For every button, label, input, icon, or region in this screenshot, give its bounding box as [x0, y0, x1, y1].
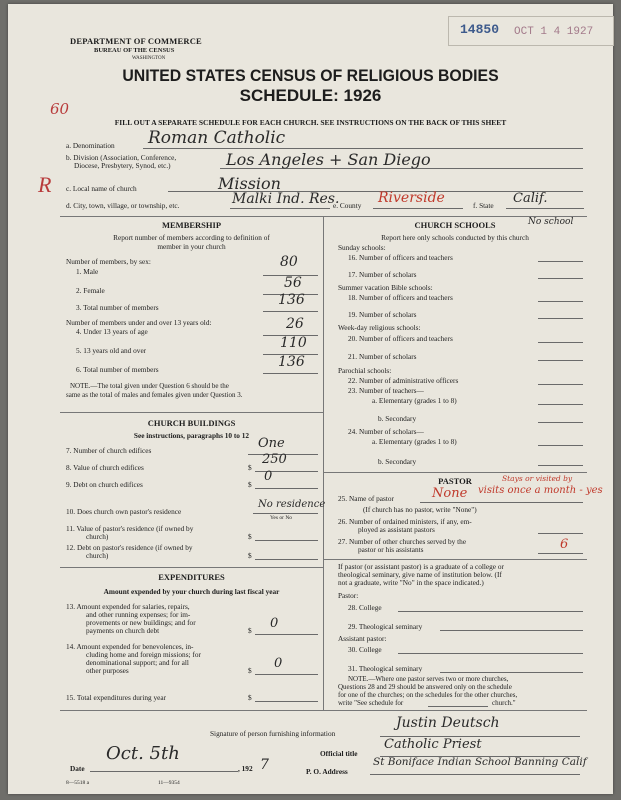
q27-label-1: 27. Number of other churches served by the: [338, 537, 467, 546]
buildings-heading: CHURCH BUILDINGS: [147, 418, 236, 428]
q24-label: 24. Number of scholars—: [348, 427, 424, 436]
q8-label: 8. Value of church edifices: [66, 463, 144, 472]
q13-label-3: provements or new buildings; and for: [86, 618, 196, 627]
expenditures-heading: EXPENDITURES: [158, 572, 225, 582]
grad-line-3: not a graduate, write "No" in the space indicated.): [338, 578, 484, 587]
schools-heading: CHURCH SCHOOLS: [414, 220, 496, 230]
q5-value[interactable]: 110: [280, 335, 307, 351]
q13-value[interactable]: 0: [270, 616, 279, 631]
form-subtitle: SCHEDULE: 1926: [239, 86, 382, 105]
local-name-label: c. Local name of church: [66, 184, 137, 193]
census-schedule-page: [8, 4, 613, 794]
membership-note-2: same as the total of males and females given under Question 3.: [66, 391, 243, 399]
q16-label: 16. Number of officers and teachers: [348, 253, 453, 262]
department-name: DEPARTMENT OF COMMERCE: [70, 36, 202, 46]
q14-value[interactable]: 0: [274, 656, 283, 671]
q22-label: 22. Number of administrative officers: [348, 376, 459, 385]
q6-value[interactable]: 136: [278, 354, 305, 370]
membership-heading: MEMBERSHIP: [161, 220, 222, 230]
red-annotation-r: R: [38, 172, 52, 197]
membership-intro-1: Report number of members according to definition of: [113, 233, 270, 242]
grad-line-2: theological seminary, give name of institution below. (If: [338, 570, 502, 579]
q8-dollar: $: [248, 463, 252, 472]
q11-dollar: $: [248, 532, 252, 541]
form-code-1: 8—5518 a: [66, 780, 90, 786]
form-code-2: 11—9354: [158, 780, 180, 786]
city-label: d. City, town, village, or township, etc.: [66, 201, 180, 210]
state-value[interactable]: Calif.: [513, 191, 548, 206]
red-annotation-60: 60: [50, 100, 70, 118]
date-label: Date: [70, 764, 85, 773]
q4-label: 4. Under 13 years of age: [76, 327, 148, 336]
q14-label-2: cluding home and foreign missions; for: [86, 650, 201, 659]
expenditures-sub: Amount expended by your church during last fiscal year: [103, 587, 280, 596]
q25-sub: (If church has no pastor, write "None"): [363, 505, 477, 514]
bureau-name: BUREAU OF THE CENSUS: [94, 47, 175, 54]
q27-value[interactable]: 6: [560, 537, 569, 552]
pastor-heading: PASTOR: [438, 476, 472, 486]
q3-label: 3. Total number of members: [76, 303, 159, 312]
q6-label: 6. Total number of members: [76, 365, 159, 374]
q14-dollar: $: [248, 666, 252, 675]
sunday-label: Sunday schools:: [338, 243, 386, 252]
q20-label: 20. Number of officers and teachers: [348, 334, 453, 343]
q23a-label: a. Elementary (grades 1 to 8): [372, 396, 457, 405]
q23b-label: b. Secondary: [378, 414, 417, 423]
q1-value[interactable]: 80: [280, 254, 298, 270]
buildings-sub: See instructions, paragraphs 10 to 12: [133, 431, 250, 440]
q31-label: 31. Theological seminary: [348, 664, 423, 673]
official-title-label: Official title: [320, 749, 358, 758]
q30-label: 30. College: [348, 645, 382, 654]
division-label-2: Diocese, Presbytery, Synod, etc.): [74, 161, 171, 170]
q4-value[interactable]: 26: [286, 316, 304, 332]
q27-label-2: pastor or his assistants: [358, 545, 424, 554]
q11-label-1: 11. Value of pastor's residence (if owned by: [66, 524, 194, 533]
parochial-label: Parochial schools:: [338, 366, 392, 375]
division-value[interactable]: Los Angeles + San Diego: [226, 150, 431, 169]
q1-label: 1. Male: [76, 267, 99, 276]
q19-label: 19. Number of scholars: [348, 310, 417, 319]
pastor-note-4b: church.": [492, 699, 516, 707]
year-prefix: , 192: [238, 764, 253, 773]
q29-label: 29. Theological seminary: [348, 622, 423, 631]
q25-value[interactable]: None: [432, 486, 468, 501]
q25-note-1: Stays or visited by: [502, 474, 573, 483]
q23-label: 23. Number of teachers—: [348, 386, 424, 395]
q24b-label: b. Secondary: [378, 457, 417, 466]
yes-no-hint: Yes or No: [270, 515, 293, 521]
q14-label-1: 14. Amount expended for benevolences, in-: [66, 642, 194, 651]
signature-label: Signature of person furnishing information: [210, 729, 336, 738]
q14-label-3: denominational support; and for all: [86, 658, 189, 667]
stamp-number: 14850: [460, 22, 500, 37]
q7-value[interactable]: One: [258, 436, 285, 451]
q10-value[interactable]: No residence: [258, 499, 326, 510]
stamp-date: OCT 1 4 1927: [514, 26, 594, 38]
division-label: b. Division (Association, Conference,: [66, 153, 177, 162]
county-label: e. County: [333, 201, 362, 210]
po-address-label: P. O. Address: [306, 767, 348, 776]
q9-dollar: $: [248, 480, 252, 489]
summer-label: Summer vacation Bible schools:: [338, 283, 433, 292]
q10-label: 10. Does church own pastor's residence: [66, 507, 182, 516]
grad-line-1: If pastor (or assistant pastor) is a graduate of a college or: [338, 562, 504, 571]
denomination-label: a. Denomination: [66, 141, 115, 150]
q11-label-2: church): [86, 532, 109, 541]
schools-sub: Report here only schools conducted by this church: [381, 233, 529, 242]
form-instruction: FILL OUT A SEPARATE SCHEDULE FOR EACH CHURCH. SEE INSTRUCTIONS ON THE BACK OF THIS SHEET: [114, 118, 507, 127]
q12-dollar: $: [248, 551, 252, 560]
county-value[interactable]: Riverside: [378, 190, 445, 206]
q5-label: 5. 13 years old and over: [76, 346, 147, 355]
q21-label: 21. Number of scholars: [348, 352, 417, 361]
q12-label-1: 12. Debt on pastor's residence (if owned by: [66, 543, 193, 552]
q15-label: 15. Total expenditures during year: [66, 693, 167, 702]
q26-label-1: 26. Number of ordained ministers, if any, em-: [338, 517, 472, 526]
pastor-note-4: write "See schedule for: [338, 699, 404, 707]
q18-label: 18. Number of officers and teachers: [348, 293, 453, 302]
state-label: f. State: [473, 201, 494, 210]
q24a-label: a. Elementary (grades 1 to 8): [372, 437, 457, 446]
by-sex-label: Number of members, by sex:: [66, 257, 151, 266]
q17-label: 17. Number of scholars: [348, 270, 417, 279]
pastor-note-3: for one of the churches; on the schedules for the other churches,: [338, 691, 518, 699]
q13-label-1: 13. Amount expended for salaries, repairs,: [66, 602, 190, 611]
pastor-label: Pastor:: [338, 591, 359, 600]
q13-dollar: $: [248, 626, 252, 635]
membership-note-1: NOTE.—The total given under Question 6 should be the: [70, 382, 229, 390]
asst-pastor-label: Assistant pastor:: [338, 634, 387, 643]
q8-value[interactable]: 250: [262, 452, 287, 467]
q2-value[interactable]: 56: [284, 275, 302, 291]
q12-label-2: church): [86, 551, 109, 560]
pastor-note-2: Questions 28 and 29 should be answered only on the schedule: [338, 683, 512, 691]
signature-value[interactable]: Justin Deutsch: [396, 715, 500, 731]
denomination-value[interactable]: Roman Catholic: [148, 128, 286, 148]
local-name-value[interactable]: Mission: [218, 174, 281, 193]
q9-value[interactable]: 0: [264, 469, 273, 484]
q28-label: 28. College: [348, 603, 382, 612]
q9-label: 9. Debt on church edifices: [66, 480, 143, 489]
membership-intro-2: member in your church: [157, 242, 226, 251]
schools-note: No school: [528, 217, 574, 227]
q13-label-4: payments on church debt: [86, 626, 160, 635]
q25-label: 25. Name of pastor: [338, 494, 394, 503]
q2-label: 2. Female: [76, 286, 105, 295]
official-title-value[interactable]: Catholic Priest: [384, 737, 482, 752]
q3-value[interactable]: 136: [278, 292, 305, 308]
year-value[interactable]: 7: [260, 757, 269, 773]
under-over-label: Number of members under and over 13 years old:: [66, 318, 212, 327]
q15-dollar: $: [248, 693, 252, 702]
date-value[interactable]: Oct. 5th: [106, 743, 180, 764]
po-address-value[interactable]: St Boniface Indian School Banning Calif: [373, 756, 587, 768]
q13-label-2: and other running expenses; for im-: [86, 610, 191, 619]
city-value[interactable]: Malki Ind. Res.: [232, 191, 340, 207]
q7-label: 7. Number of church edifices: [66, 446, 152, 455]
q14-label-4: other purposes: [86, 666, 129, 675]
form-title: UNITED STATES CENSUS OF RELIGIOUS BODIES: [122, 66, 499, 85]
location: WASHINGTON: [132, 56, 166, 61]
pastor-note-1: NOTE.—Where one pastor serves two or more churches,: [348, 675, 509, 683]
q26-label-2: ployed as assistant pastors: [358, 525, 435, 534]
q25-note-2: visits once a month - yes: [478, 485, 603, 496]
weekday-label: Week-day religious schools:: [338, 323, 421, 332]
